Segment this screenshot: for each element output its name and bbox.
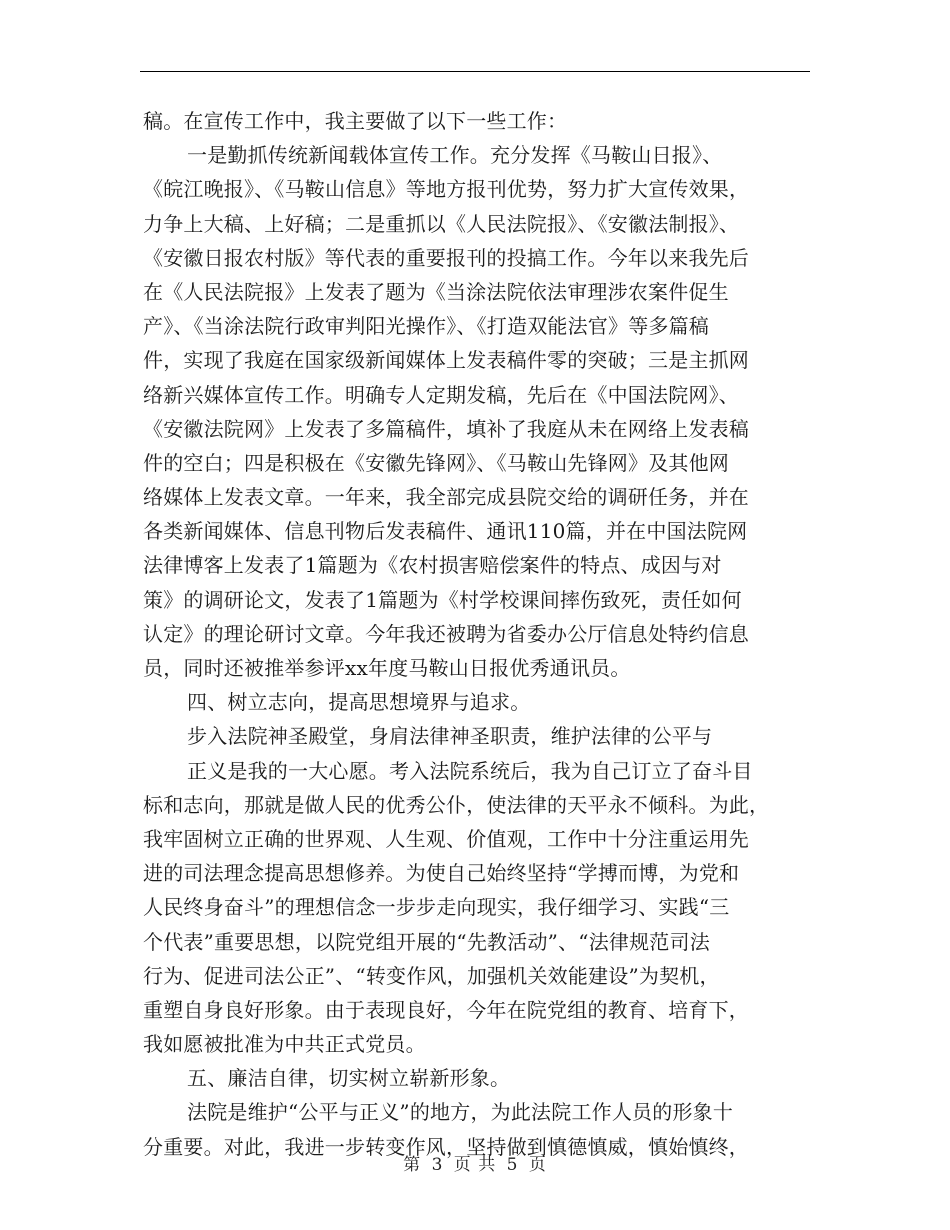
text-line: 标和志向，那就是做人民的优秀公仆，使法律的天平永不倾科。为此， — [143, 792, 770, 817]
text-line: 产》、《当涂法院行政审判阳光操作》、《打造双能法官》等多篇稿 — [143, 314, 709, 339]
text-line: 策》的调研论文，发表了1篇题为《村学校课间摔伤致死，责任如何 — [143, 587, 742, 612]
footer-suffix: 页 — [528, 1155, 547, 1175]
text-line: 四、树立志向，提高思想境界与追求。 — [187, 690, 531, 715]
text-line: 力争上大稿、上好稿；二是重抓以《人民法院报》、《安徽法制报》、 — [143, 211, 740, 236]
text-line: 络新兴媒体宣传工作。明确专人定期发稿，先后在《中国法院网》、 — [143, 382, 739, 407]
total-page-count: 5 — [506, 1155, 519, 1175]
text-line: 我牢固树立正确的世界观、人生观、价值观，工作中十分注重运用先 — [143, 826, 749, 851]
text-line: 一是勤抓传统新闻载体宣传工作。充分发挥《马鞍山日报》、 — [187, 143, 723, 168]
text-line: 稿。在宣传工作中，我主要做了以下一些工作： — [143, 109, 568, 133]
text-line: 分重要。对此，我进一步转变作风，坚持做到慎德慎威，慎始慎终， — [143, 1134, 749, 1159]
text-line: 五、廉洁自律，切实树立崭新形象。 — [187, 1066, 511, 1091]
text-line: 《安徽日报农村版》等代表的重要报刊的投搞工作。今年以来我先后 — [143, 245, 749, 270]
text-line: 法院是维护“公平与正义”的地方，为此法院工作人员的形象十 — [187, 1100, 734, 1125]
footer-prefix: 第 — [403, 1155, 422, 1175]
document-body — [143, 104, 813, 1164]
text-line: 件的空白；四是积极在《安徽先锋网》、《马鞍山先锋网》及其他网 — [143, 450, 729, 475]
header-rule — [140, 71, 810, 72]
current-page-number: 3 — [431, 1155, 444, 1175]
text-line: 认定》的理论研讨文章。今年我还被聘为省委办公厅信息处特约信息 — [143, 621, 749, 646]
page-footer — [0, 1155, 950, 1175]
footer-middle: 页 共 — [453, 1155, 497, 1175]
text-line: 各类新闻媒体、信息刊物后发表稿件、通讯110篇，并在中国法院网 — [143, 519, 748, 544]
text-line: 络媒体上发表文章。一年来，我全部完成县院交给的调研任务，并在 — [143, 485, 749, 510]
text-line: 员，同时还被推举参评xx年度马鞍山日报优秀通讯员。 — [143, 656, 631, 680]
text-line: 《安徽法院网》上发表了多篇稿件，填补了我庭从未在网络上发表稿 — [143, 416, 749, 441]
text-line: 《皖江晚报》、《马鞍山信息》等地方报刊优势，努力扩大宣传效果， — [143, 177, 750, 202]
text-line: 个代表”重要思想，以院党组开展的“先教活动”、“法律规范司法 — [143, 929, 710, 954]
text-line: 行为、促进司法公正”、“转变作风，加强机关效能建设”为契机， — [143, 963, 720, 988]
text-line: 步入法院神圣殿堂，身肩法律神圣职责，维护法律的公平与 — [187, 724, 713, 749]
text-line: 正义是我的一大心愿。考入法院系统后，我为自己订立了奋斗目 — [187, 758, 753, 783]
text-line: 人民终身奋斗”的理想信念一步步走向现实，我仔细学习、实践“三 — [143, 895, 730, 920]
text-line: 件，实现了我庭在国家级新闻媒体上发表稿件零的突破；三是主抓网 — [143, 348, 749, 373]
text-line: 进的司法理念提高思想修养。为使自己始终坚持“学搏而博，为党和 — [143, 861, 740, 886]
text-line: 法律博客上发表了1篇题为《农村损害赔偿案件的特点、成因与对 — [143, 553, 722, 578]
text-line: 我如愿被批准为中共正式党员。 — [143, 1032, 426, 1057]
text-line: 重塑自身良好形象。由于表现良好，今年在院党组的教育、培育下， — [143, 997, 749, 1022]
text-line: 在《人民法院报》上发表了题为《当涂法院依法审理涉农案件促生 — [143, 279, 729, 304]
